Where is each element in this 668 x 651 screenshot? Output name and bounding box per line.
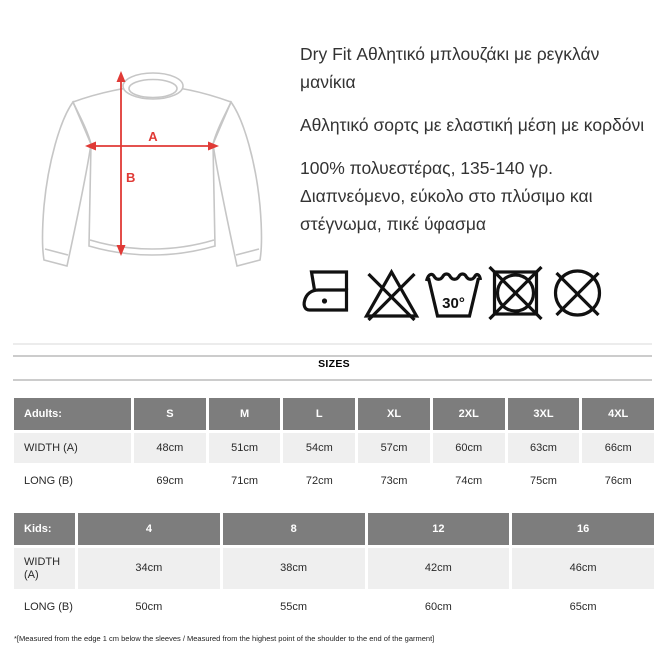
size-value-cell: 71cm xyxy=(209,466,281,496)
size-value-cell: 73cm xyxy=(358,466,430,496)
size-column-header: 2XL xyxy=(433,398,505,430)
size-column-header: 3XL xyxy=(508,398,580,430)
size-value-cell: 72cm xyxy=(283,466,355,496)
size-column-header: XL xyxy=(358,398,430,430)
size-value-cell: 69cm xyxy=(134,466,206,496)
row-label: WIDTH (A) xyxy=(14,548,75,589)
size-column-header: 4XL xyxy=(582,398,654,430)
wash-temperature-label: 30° xyxy=(442,295,465,312)
product-description-line-3: 100% πολυεστέρας, 135-140 γρ. Διαπνεόμενο, εύκολο στο πλύσιμο και στέγνωμα, πικέ ύφασμα xyxy=(300,158,593,234)
kids-header-row xyxy=(14,513,654,545)
iron-low-heat-icon xyxy=(301,265,358,321)
size-value-cell: 60cm xyxy=(368,592,510,622)
adults-width-row xyxy=(14,433,654,463)
wash-30-degrees-icon xyxy=(425,265,482,321)
size-value-cell: 65cm xyxy=(512,592,654,622)
size-value-cell: 46cm xyxy=(512,548,654,589)
size-value-cell: 38cm xyxy=(223,548,365,589)
divider xyxy=(13,379,652,381)
size-value-cell: 60cm xyxy=(433,433,505,463)
adults-long-row xyxy=(14,466,654,496)
adults-table-label: Adults: xyxy=(14,398,131,430)
size-column-header: M xyxy=(209,398,281,430)
size-column-header: 12 xyxy=(368,513,510,545)
size-value-cell: 74cm xyxy=(433,466,505,496)
divider xyxy=(13,343,652,345)
kids-size-table xyxy=(14,513,654,625)
product-description-line-2: Αθλητικό σορτς με ελαστική μέση με κορδόνι xyxy=(300,115,645,135)
size-value-cell: 34cm xyxy=(78,548,220,589)
sizes-title: SIZES xyxy=(318,358,350,370)
care-symbols-row xyxy=(301,265,606,321)
size-value-cell: 50cm xyxy=(78,592,220,622)
kids-width-row xyxy=(14,548,654,589)
size-value-cell: 57cm xyxy=(358,433,430,463)
size-value-cell: 66cm xyxy=(582,433,654,463)
divider xyxy=(13,355,652,357)
size-value-cell: 51cm xyxy=(209,433,281,463)
width-label-a: A xyxy=(148,129,158,144)
size-value-cell: 54cm xyxy=(283,433,355,463)
kids-long-row xyxy=(14,592,654,622)
length-label-b: B xyxy=(126,170,136,185)
size-value-cell: 76cm xyxy=(582,466,654,496)
do-not-dry-clean-icon xyxy=(549,265,606,321)
adults-header-row xyxy=(14,398,654,430)
row-label: LONG (B) xyxy=(14,466,131,496)
size-value-cell: 48cm xyxy=(134,433,206,463)
product-description-line-1: Dry Fit Αθλητικό μπλουζάκι με ρεγκλάν μανίκια xyxy=(300,44,600,92)
size-column-header: 8 xyxy=(223,513,365,545)
adults-size-table xyxy=(14,398,654,499)
size-column-header: S xyxy=(134,398,206,430)
product-description xyxy=(300,40,656,253)
size-value-cell: 55cm xyxy=(223,592,365,622)
do-not-bleach-icon xyxy=(363,265,420,321)
row-label: WIDTH (A) xyxy=(14,433,131,463)
row-label: LONG (B) xyxy=(14,592,75,622)
size-value-cell: 42cm xyxy=(368,548,510,589)
shirt-measurement-diagram xyxy=(38,38,268,283)
measurement-footnote: *[Measured from the edge 1 cm below the sleeves / Measured from the highest point of the shoulder to the end of the garment] xyxy=(14,634,435,643)
kids-table-label: Kids: xyxy=(14,513,75,545)
shirt-outline xyxy=(43,73,262,266)
size-column-header: L xyxy=(283,398,355,430)
size-value-cell: 63cm xyxy=(508,433,580,463)
size-value-cell: 75cm xyxy=(508,466,580,496)
size-column-header: 4 xyxy=(78,513,220,545)
do-not-tumble-dry-icon xyxy=(487,265,544,321)
size-column-header: 16 xyxy=(512,513,654,545)
